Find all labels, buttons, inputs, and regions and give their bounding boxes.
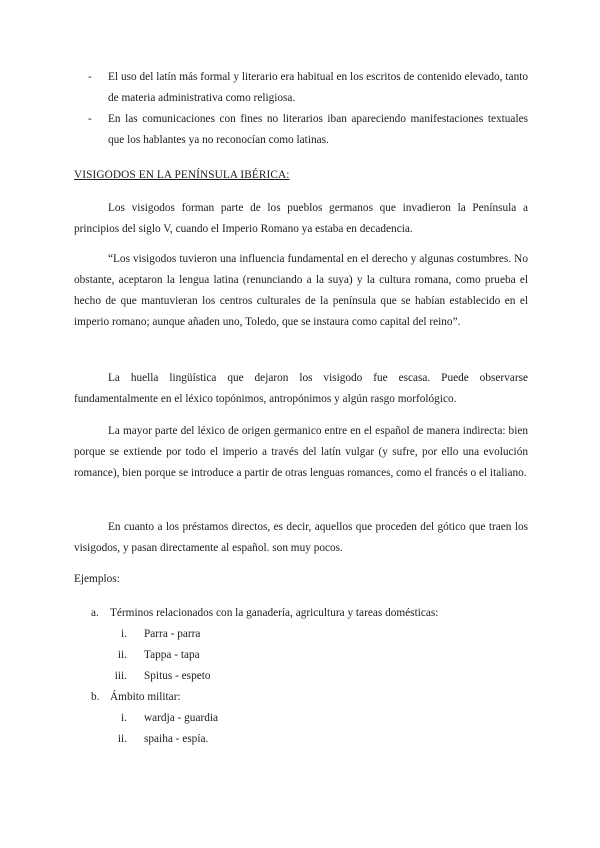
example-marker: i. bbox=[121, 712, 127, 724]
example-text: Spitus - espeto bbox=[144, 670, 211, 682]
example-marker: ii. bbox=[117, 733, 127, 745]
example-item bbox=[0, 666, 600, 687]
bullet-marker: - bbox=[88, 71, 92, 83]
example-text: Tappa - tapa bbox=[144, 649, 200, 661]
category-marker: a. bbox=[91, 607, 99, 619]
bullet-list bbox=[86, 67, 528, 151]
bullet-item bbox=[86, 109, 528, 151]
category-item bbox=[0, 687, 600, 708]
category-label: Ámbito militar: bbox=[110, 691, 181, 703]
section-heading: VISIGODOS EN LA PENÍNSULA IBÉRICA: bbox=[74, 169, 290, 181]
category-label: Términos relacionados con la ganadería, agricultura y tareas domésticas: bbox=[110, 607, 439, 619]
example-item bbox=[0, 729, 600, 750]
paragraph-direct-loans: En cuanto a los préstamos directos, es decir, aquellos que proceden del gótico que traen los visigodos, y pasan directamente al español. son muy pocos. bbox=[74, 521, 528, 554]
examples-label: Ejemplos: bbox=[74, 573, 120, 585]
paragraph-indirect-lexicon: La mayor parte del léxico de origen germanico entre en el español de manera indirecta: bien porque se extiende por todo el imperio a través del latín vulgar (y sufre, por ello una evolución romance), bien porque se introduce a partir de otras lenguas romances, como el francés o el italiano. bbox=[74, 425, 528, 479]
category-marker: b. bbox=[91, 691, 100, 703]
example-text: Parra - parra bbox=[144, 628, 201, 640]
bullet-text: En las comunicaciones con fines no literarios iban apareciendo manifestaciones textuales que los hablantes ya no reconocían como latinas. bbox=[108, 113, 528, 146]
bullet-item bbox=[86, 67, 528, 109]
category-item bbox=[0, 603, 600, 624]
example-item bbox=[0, 708, 600, 729]
example-text: wardja - guardia bbox=[144, 712, 219, 724]
example-item bbox=[0, 624, 600, 645]
example-item bbox=[0, 645, 600, 666]
paragraph-intro: Los visigodos forman parte de los pueblos germanos que invadieron la Península a principios del siglo V, cuando el Imperio Romano ya estaba en decadencia. bbox=[74, 202, 528, 235]
example-marker: i. bbox=[121, 628, 127, 640]
bullet-text: El uso del latín más formal y literario era habitual en los escritos de contenido elevado, tanto de materia administrativa como religiosa. bbox=[108, 71, 528, 104]
example-marker: iii. bbox=[114, 670, 127, 682]
paragraph-quote: “Los visigodos tuvieron una influencia fundamental en el derecho y algunas costumbres. No obstante, aceptaron la lengua latina (renunciando a la suya) y la cultura romana, como prueba el hecho de que mantuvieran los centros culturales de la península que se habían establecido en el imperio romano; aunque añaden uno, Toledo, que se instaura como capital del reino”. bbox=[74, 253, 528, 328]
example-text: spaiha - espía. bbox=[144, 733, 209, 745]
example-marker: ii. bbox=[117, 649, 127, 661]
bullet-marker: - bbox=[88, 113, 92, 125]
paragraph-linguistic-trace: La huella lingüística que dejaron los visigodo fue escasa. Puede observarse fundamentalmente en el léxico topónimos, antropónimos y algún rasgo morfológico. bbox=[74, 372, 528, 405]
